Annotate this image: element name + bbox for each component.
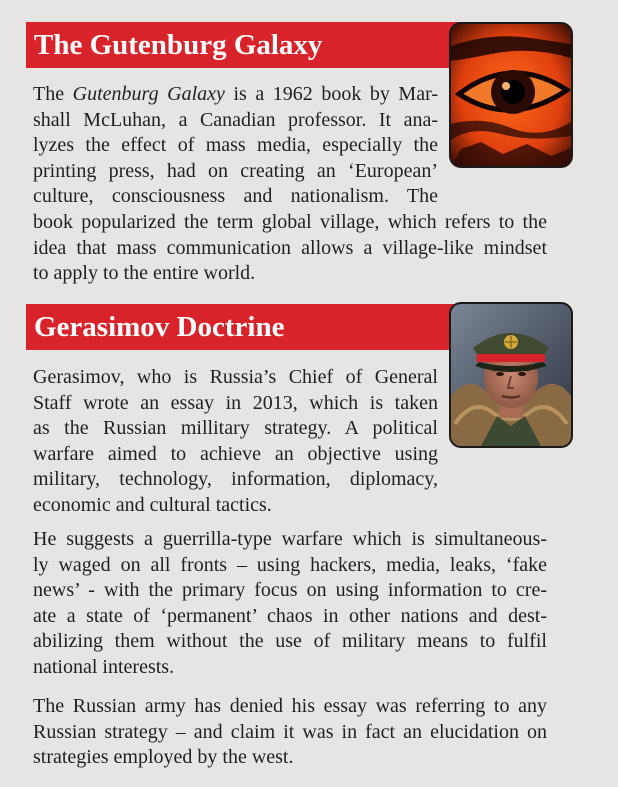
paragraph-line: The Russian army has denied his essay was referring to any [33, 695, 547, 717]
gutenburg-paragraph [33, 82, 547, 287]
paragraph-line: abilizing them without the use of military means to fulfil [33, 630, 547, 653]
general-portrait-image [449, 302, 573, 448]
paragraph-line: ly waged on all fronts – using hackers, media, leaks, ‘fake [33, 553, 547, 576]
section-title-text: Gerasimov Doctrine [34, 311, 285, 343]
paragraph-line: shall McLuhan, a Canadian professor. It ana- [33, 108, 438, 131]
paragraph-line: culture, consciousness and nationalism. The [33, 185, 438, 208]
section-title-gutenburg-galaxy [26, 22, 466, 68]
paragraph-line: Staff wrote an essay in 2013, which is taken [33, 391, 438, 414]
paragraph-line: ate a state of ‘permanent’ chaos in other nations and dest- [33, 604, 547, 627]
book-title-italic: Gutenburg Galaxy [72, 83, 225, 105]
paragraph-line: lyzes the effect of mass media, especially the [33, 134, 438, 157]
line-text: The [33, 83, 73, 105]
paragraph-line: He suggests a guerrilla-type warfare which is simultaneous- [33, 528, 547, 550]
paragraph-line: military, technology, information, diplomacy, [33, 468, 438, 491]
paragraph-line: idea that mass communication allows a village-like mindset [33, 236, 547, 259]
paragraph-line: as the Russian millitary strategy. A political [33, 417, 438, 440]
paragraph-line: Gerasimov, who is Russia’s Chief of General [33, 366, 438, 388]
paragraph-line: book popularized the term global village, which refers to the [33, 210, 547, 233]
section-title-gerasimov-doctrine [26, 304, 466, 350]
gerasimov-paragraph-3 [33, 694, 547, 771]
paragraph-line: national interests. [33, 655, 175, 678]
paragraph-line: Russian strategy – and claim it was in fact an elucidation on [33, 720, 547, 743]
paragraph-line [33, 82, 438, 108]
paragraph-line: warfare aimed to achieve an objective using [33, 442, 438, 465]
line-text: is a 1962 book by Mar- [224, 83, 439, 105]
paragraph-line: economic and cultural tactics. [33, 493, 272, 516]
paragraph-line: news’ - with the primary focus on using information to cre- [33, 579, 547, 602]
gerasimov-paragraph-2 [33, 527, 547, 681]
general-portrait-icon [451, 304, 571, 446]
paragraph-line: printing press, had on creating an ‘European’ [33, 159, 438, 182]
section-title-text: The Gutenburg Galaxy [34, 29, 323, 61]
paragraph-line: strategies employed by the west. [33, 746, 294, 769]
paragraph-line: to apply to the entire world. [33, 262, 256, 285]
gerasimov-paragraph-1 [33, 365, 438, 519]
